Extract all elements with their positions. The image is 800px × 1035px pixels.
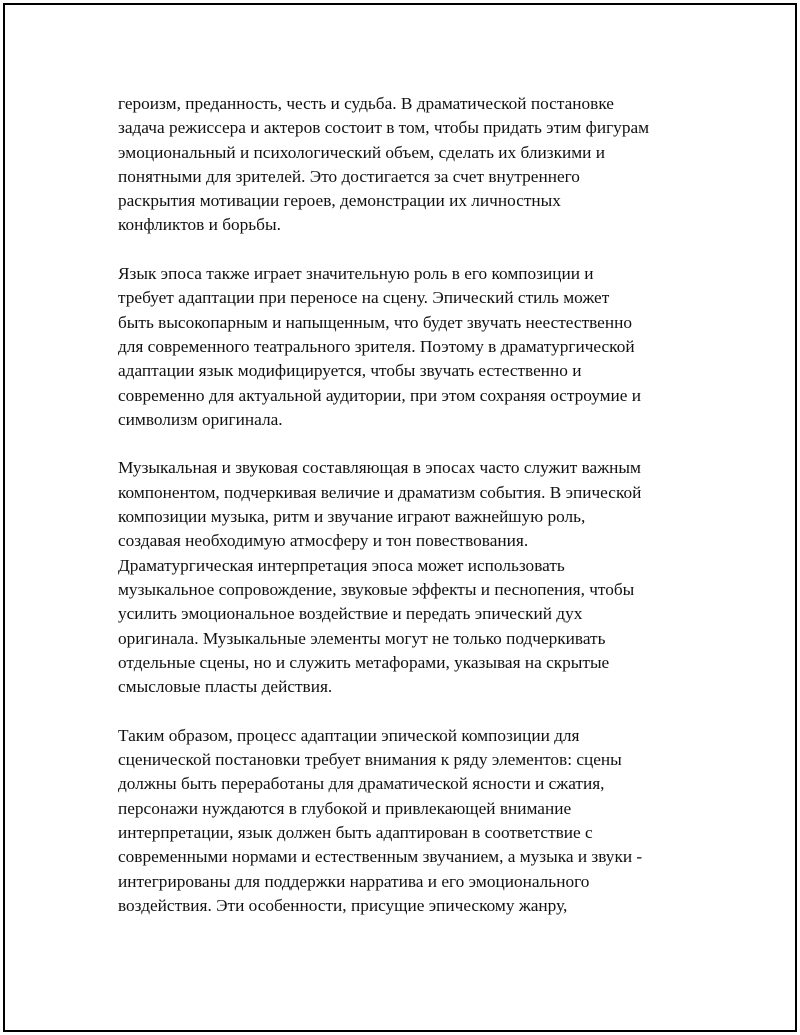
text-line: интегрированы для поддержки нарратива и его эмоционального xyxy=(118,871,590,891)
text-line: смысловые пласты действия. xyxy=(118,677,333,697)
text-line: персонажи нуждаются в глубокой и привлекающей внимание xyxy=(118,798,572,818)
text-line: понятными для зрителей. Это достигается за счет внутреннего xyxy=(118,166,580,186)
text-line: создавая необходимую атмосферу и тон повествования. xyxy=(118,531,529,551)
text-line: Язык эпоса также играет значительную роль в его композиции и xyxy=(118,264,594,284)
text-line: быть высокопарным и напыщенным, что будет звучать неестественно xyxy=(118,312,632,332)
text-line: адаптации язык модифицируется, чтобы звучать естественно и xyxy=(118,361,582,381)
paragraph xyxy=(118,262,698,432)
text-line: интерпретации, язык должен быть адаптирован в соответствие с xyxy=(118,822,593,842)
text-line: Музыкальная и звуковая составляющая в эпосах часто служит важным xyxy=(118,458,641,478)
text-line: оригинала. Музыкальные элементы могут не только подчеркивать xyxy=(118,628,606,648)
text-line: требует адаптации при переносе на сцену. Эпический стиль может xyxy=(118,288,610,308)
paragraph xyxy=(118,92,698,238)
document-body xyxy=(118,92,698,942)
text-line: компонентом, подчеркивая величие и драматизм события. В эпической xyxy=(118,482,642,502)
text-line: задача режиссера и актеров состоит в том, чтобы придать этим фигурам xyxy=(118,118,650,138)
text-line: современно для актуальной аудитории, при этом сохраняя остроумие и xyxy=(118,385,642,405)
text-line: Таким образом, процесс адаптации эпической композиции для xyxy=(118,725,580,745)
paragraph xyxy=(118,724,698,918)
text-line: музыкальное сопровождение, звуковые эффекты и песнопения, чтобы xyxy=(118,579,635,599)
text-line: эмоциональный и психологический объем, сделать их близкими и xyxy=(118,142,605,162)
text-line: сценической постановки требует внимания к ряду элементов: сцены xyxy=(118,750,622,770)
text-line: символизм оригинала. xyxy=(118,409,283,429)
text-line: отдельные сцены, но и служить метафорами, указывая на скрытые xyxy=(118,652,610,672)
text-line: героизм, преданность, честь и судьба. В драматической постановке xyxy=(118,94,614,113)
text-line: раскрытия мотивации героев, демонстрации их личностных xyxy=(118,191,561,211)
text-line: воздействия. Эти особенности, присущие эпическому жанру, xyxy=(118,895,568,915)
text-line: Драматургическая интерпретация эпоса может использовать xyxy=(118,555,565,575)
paragraph xyxy=(118,456,698,699)
text-line: усилить эмоциональное воздействие и передать эпический дух xyxy=(118,604,583,624)
text-line: современными нормами и естественным звучанием, а музыка и звуки - xyxy=(118,847,643,867)
text-line: должны быть переработаны для драматической ясности и сжатия, xyxy=(118,774,605,794)
text-line: композиции музыка, ритм и звучание играют важнейшую роль, xyxy=(118,507,586,527)
text-line: конфликтов и борьбы. xyxy=(118,215,281,235)
text-line: для современного театрального зрителя. Поэтому в драматургической xyxy=(118,336,635,356)
